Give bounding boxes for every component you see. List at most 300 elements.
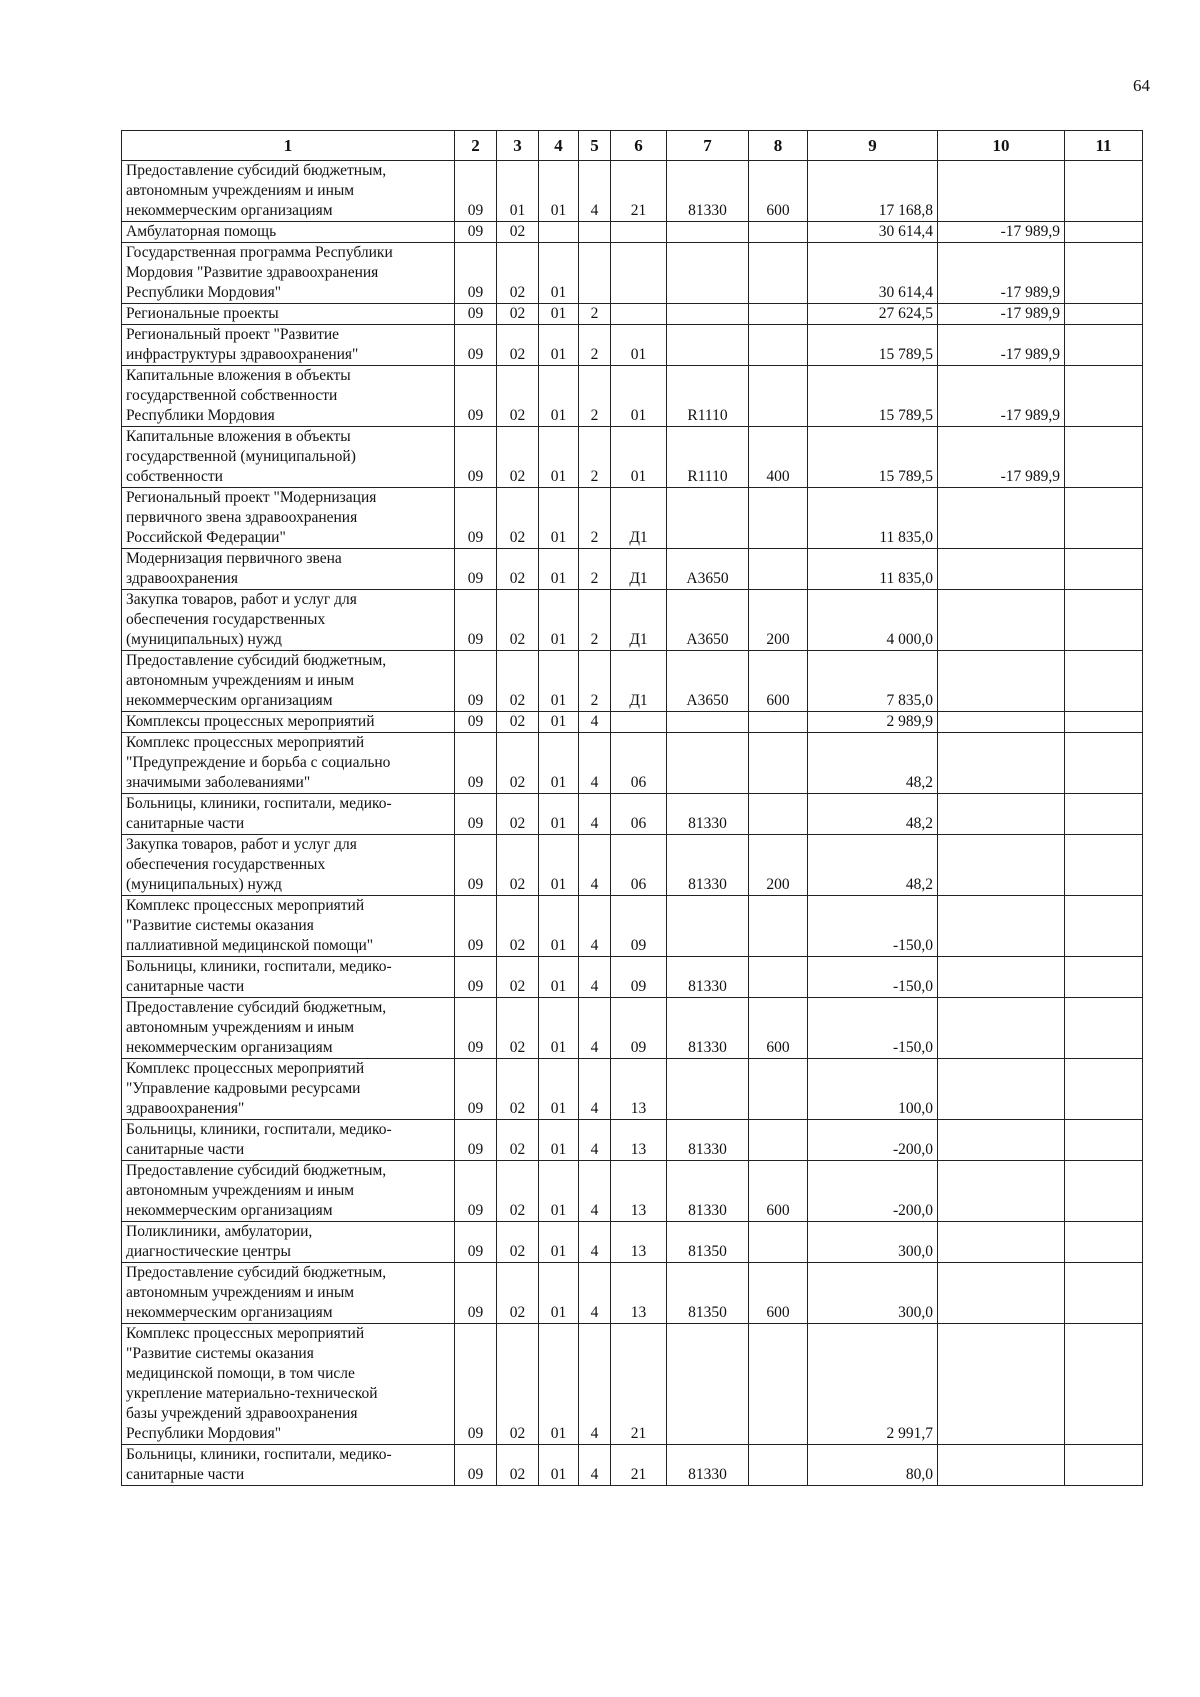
section-code-cell: 09 [455,1120,497,1161]
structure-code-cell: Д1 [611,488,667,549]
table-row [122,488,1143,549]
amount-cell [938,957,1065,998]
table-row [122,427,1143,488]
subsection-code-cell: 02 [497,794,539,835]
section-code-cell: 09 [455,1324,497,1445]
amount-cell [938,549,1065,590]
program-code-cell: 01 [539,488,579,549]
amount-cell: 2 989,9 [808,712,938,733]
section-code-cell: 09 [455,896,497,957]
direction-code-cell [667,488,749,549]
row-name-cell: Капитальные вложения в объекты государственной (муниципальной) собственности [122,427,455,488]
amount-cell [1065,957,1143,998]
program-type-cell: 4 [579,1324,611,1445]
column-header-1: 1 [122,131,455,161]
amount-cell: 48,2 [808,733,938,794]
program-code-cell: 01 [539,712,579,733]
program-code-cell: 01 [539,590,579,651]
amount-cell [1065,651,1143,712]
direction-code-cell [667,243,749,304]
direction-code-cell [667,1324,749,1445]
amount-cell: 27 624,5 [808,304,938,325]
amount-cell [1065,243,1143,304]
program-type-cell: 4 [579,1161,611,1222]
page-number: 64 [1133,76,1150,95]
section-code-cell: 09 [455,835,497,896]
direction-code-cell [667,733,749,794]
program-code-cell: 01 [539,366,579,427]
direction-code-cell: 81330 [667,998,749,1059]
row-name-cell: Комплекс процессных мероприятий "Управление кадровыми ресурсами здравоохранения" [122,1059,455,1120]
table-body [122,161,1143,1486]
program-type-cell: 4 [579,1120,611,1161]
amount-cell [1065,712,1143,733]
program-type-cell: 4 [579,1445,611,1486]
structure-code-cell: 21 [611,161,667,222]
table-row [122,712,1143,733]
expense-type-cell [749,243,808,304]
direction-code-cell: 81330 [667,835,749,896]
table-header [122,131,1143,161]
table-row [122,1324,1143,1445]
expense-type-cell [749,1059,808,1120]
direction-code-cell: 81330 [667,161,749,222]
section-code-cell: 09 [455,957,497,998]
direction-code-cell: 81350 [667,1263,749,1324]
row-name-cell: Региональный проект "Развитие инфраструктуры здравоохранения" [122,325,455,366]
amount-cell [1065,549,1143,590]
column-header-8: 8 [749,131,808,161]
amount-cell: 80,0 [808,1445,938,1486]
structure-code-cell: 06 [611,794,667,835]
structure-code-cell: 13 [611,1120,667,1161]
program-code-cell: 01 [539,325,579,366]
table-row [122,1120,1143,1161]
section-code-cell: 09 [455,1445,497,1486]
row-name-cell: Региональный проект "Модернизация первичного звена здравоохранения Российской Федерации" [122,488,455,549]
amount-cell [938,1161,1065,1222]
amount-cell [938,835,1065,896]
structure-code-cell: 13 [611,1263,667,1324]
program-code-cell: 01 [539,1120,579,1161]
row-name-cell: Капитальные вложения в объекты государственной собственности Республики Мордовия [122,366,455,427]
row-name-cell: Модернизация первичного звена здравоохранения [122,549,455,590]
expense-type-cell [749,1222,808,1263]
amount-cell [938,712,1065,733]
row-name-cell: Больницы, клиники, госпитали, медико- санитарные части [122,1445,455,1486]
row-name-cell: Закупка товаров, работ и услуг для обеспечения государственных (муниципальных) нужд [122,590,455,651]
structure-code-cell: 09 [611,896,667,957]
expense-type-cell [749,366,808,427]
direction-code-cell: А3650 [667,590,749,651]
table-row [122,998,1143,1059]
direction-code-cell [667,712,749,733]
direction-code-cell: 81330 [667,957,749,998]
amount-cell: 11 835,0 [808,488,938,549]
program-type-cell: 4 [579,794,611,835]
program-code-cell: 01 [539,733,579,794]
expense-type-cell [749,896,808,957]
program-code-cell: 01 [539,161,579,222]
amount-cell [1065,222,1143,243]
structure-code-cell: 01 [611,366,667,427]
section-code-cell: 09 [455,794,497,835]
program-code-cell: 01 [539,1324,579,1445]
direction-code-cell [667,304,749,325]
row-name-cell: Комплекс процессных мероприятий "Предупреждение и борьба с социально значимыми заболеваниями" [122,733,455,794]
expense-type-cell: 600 [749,651,808,712]
section-code-cell: 09 [455,998,497,1059]
program-code-cell: 01 [539,1263,579,1324]
row-name-cell: Комплексы процессных мероприятий [122,712,455,733]
row-name-cell: Больницы, клиники, госпитали, медико- санитарные части [122,794,455,835]
program-code-cell: 01 [539,427,579,488]
section-code-cell: 09 [455,427,497,488]
section-code-cell: 09 [455,161,497,222]
amount-cell: -150,0 [808,998,938,1059]
amount-cell [938,733,1065,794]
expense-type-cell [749,488,808,549]
program-type-cell: 2 [579,488,611,549]
program-type-cell [579,243,611,304]
subsection-code-cell: 02 [497,1222,539,1263]
subsection-code-cell: 02 [497,427,539,488]
subsection-code-cell: 02 [497,222,539,243]
amount-cell [1065,733,1143,794]
row-name-cell: Предоставление субсидий бюджетным, автономным учреждениям и иным некоммерческим организациям [122,1263,455,1324]
amount-cell: 300,0 [808,1263,938,1324]
subsection-code-cell: 01 [497,161,539,222]
amount-cell [1065,1120,1143,1161]
structure-code-cell: 13 [611,1161,667,1222]
amount-cell: 4 000,0 [808,590,938,651]
amount-cell [1065,366,1143,427]
amount-cell: 11 835,0 [808,549,938,590]
program-type-cell: 4 [579,712,611,733]
amount-cell: -150,0 [808,957,938,998]
expense-type-cell [749,325,808,366]
expense-type-cell [749,304,808,325]
expense-type-cell [749,794,808,835]
subsection-code-cell: 02 [497,325,539,366]
amount-cell: 15 789,5 [808,427,938,488]
amount-cell: 15 789,5 [808,325,938,366]
direction-code-cell [667,222,749,243]
row-name-cell: Больницы, клиники, госпитали, медико- санитарные части [122,1120,455,1161]
amount-cell [938,1059,1065,1120]
amount-cell: 15 789,5 [808,366,938,427]
amount-cell [1065,835,1143,896]
program-type-cell: 4 [579,1059,611,1120]
column-header-10: 10 [938,131,1065,161]
expense-type-cell: 600 [749,1161,808,1222]
program-type-cell [579,222,611,243]
structure-code-cell: 09 [611,998,667,1059]
program-code-cell: 01 [539,651,579,712]
section-code-cell: 09 [455,243,497,304]
program-type-cell: 4 [579,161,611,222]
structure-code-cell: 01 [611,325,667,366]
row-name-cell: Закупка товаров, работ и услуг для обеспечения государственных (муниципальных) нужд [122,835,455,896]
column-header-7: 7 [667,131,749,161]
direction-code-cell [667,1059,749,1120]
table-row [122,222,1143,243]
row-name-cell: Предоставление субсидий бюджетным, автономным учреждениям и иным некоммерческим организациям [122,651,455,712]
column-header-2: 2 [455,131,497,161]
program-type-cell: 2 [579,366,611,427]
structure-code-cell [611,243,667,304]
program-code-cell: 01 [539,998,579,1059]
direction-code-cell: 81330 [667,794,749,835]
amount-cell [1065,896,1143,957]
program-type-cell: 4 [579,896,611,957]
amount-cell [1065,325,1143,366]
amount-cell: -17 989,9 [938,243,1065,304]
amount-cell: -17 989,9 [938,222,1065,243]
program-code-cell: 01 [539,1059,579,1120]
column-header-11: 11 [1065,131,1143,161]
subsection-code-cell: 02 [497,366,539,427]
subsection-code-cell: 02 [497,488,539,549]
table-row [122,1445,1143,1486]
program-code-cell: 01 [539,896,579,957]
program-code-cell: 01 [539,549,579,590]
subsection-code-cell: 02 [497,549,539,590]
structure-code-cell [611,712,667,733]
program-type-cell: 4 [579,1222,611,1263]
amount-cell: 30 614,4 [808,243,938,304]
table-row [122,243,1143,304]
table-row [122,549,1143,590]
section-code-cell: 09 [455,590,497,651]
direction-code-cell: А3650 [667,651,749,712]
section-code-cell: 09 [455,366,497,427]
amount-cell [1065,1324,1143,1445]
program-code-cell: 01 [539,1445,579,1486]
subsection-code-cell: 02 [497,896,539,957]
table-row [122,957,1143,998]
direction-code-cell [667,896,749,957]
expense-type-cell [749,957,808,998]
direction-code-cell: А3650 [667,549,749,590]
direction-code-cell [667,325,749,366]
table-row [122,1222,1143,1263]
header-row [122,131,1143,161]
table-row [122,366,1143,427]
structure-code-cell [611,304,667,325]
amount-cell: -200,0 [808,1120,938,1161]
subsection-code-cell: 02 [497,957,539,998]
section-code-cell: 09 [455,304,497,325]
section-code-cell: 09 [455,1059,497,1120]
section-code-cell: 09 [455,222,497,243]
amount-cell: 100,0 [808,1059,938,1120]
amount-cell: -17 989,9 [938,366,1065,427]
program-type-cell: 4 [579,1263,611,1324]
table-row [122,304,1143,325]
row-name-cell: Амбулаторная помощь [122,222,455,243]
row-name-cell: Больницы, клиники, госпитали, медико- санитарные части [122,957,455,998]
amount-cell [938,1120,1065,1161]
amount-cell: 17 168,8 [808,161,938,222]
amount-cell [1065,590,1143,651]
section-code-cell: 09 [455,1161,497,1222]
direction-code-cell: 81330 [667,1120,749,1161]
subsection-code-cell: 02 [497,651,539,712]
subsection-code-cell: 02 [497,1445,539,1486]
expense-type-cell: 600 [749,161,808,222]
amount-cell [1065,488,1143,549]
program-code-cell [539,222,579,243]
row-name-cell: Региональные проекты [122,304,455,325]
program-code-cell: 01 [539,243,579,304]
section-code-cell: 09 [455,488,497,549]
row-name-cell: Предоставление субсидий бюджетным, автономным учреждениям и иным некоммерческим организациям [122,161,455,222]
amount-cell: -17 989,9 [938,427,1065,488]
program-type-cell: 4 [579,957,611,998]
amount-cell [938,1263,1065,1324]
direction-code-cell: 81330 [667,1445,749,1486]
direction-code-cell: R1110 [667,427,749,488]
program-code-cell: 01 [539,1222,579,1263]
row-name-cell: Комплекс процессных мероприятий "Развитие системы оказания паллиативной медицинской помощи" [122,896,455,957]
expense-type-cell: 600 [749,998,808,1059]
row-name-cell: Предоставление субсидий бюджетным, автономным учреждениям и иным некоммерческим организациям [122,1161,455,1222]
column-header-9: 9 [808,131,938,161]
amount-cell: -17 989,9 [938,304,1065,325]
subsection-code-cell: 02 [497,1059,539,1120]
subsection-code-cell: 02 [497,1263,539,1324]
row-name-cell: Государственная программа Республики Мордовия "Развитие здравоохранения Республики Мордовия" [122,243,455,304]
amount-cell [938,1445,1065,1486]
program-type-cell: 2 [579,427,611,488]
amount-cell [1065,1263,1143,1324]
amount-cell: 300,0 [808,1222,938,1263]
table-row [122,1263,1143,1324]
program-code-cell: 01 [539,304,579,325]
row-name-cell: Предоставление субсидий бюджетным, автономным учреждениям и иным некоммерческим организациям [122,998,455,1059]
table-row [122,1161,1143,1222]
amount-cell: 48,2 [808,794,938,835]
amount-cell: 48,2 [808,835,938,896]
structure-code-cell: 21 [611,1445,667,1486]
structure-code-cell: Д1 [611,590,667,651]
expense-type-cell: 600 [749,1263,808,1324]
section-code-cell: 09 [455,1222,497,1263]
row-name-cell: Комплекс процессных мероприятий "Развитие системы оказания медицинской помощи, в том числе укрепление материально-технической базы учреждений здравоохранения Республики Мордовия" [122,1324,455,1445]
amount-cell [938,651,1065,712]
amount-cell: 2 991,7 [808,1324,938,1445]
amount-cell [938,590,1065,651]
table-row [122,161,1143,222]
section-code-cell: 09 [455,1263,497,1324]
program-type-cell: 2 [579,590,611,651]
subsection-code-cell: 02 [497,998,539,1059]
section-code-cell: 09 [455,325,497,366]
direction-code-cell: 81350 [667,1222,749,1263]
program-code-cell: 01 [539,1161,579,1222]
program-code-cell: 01 [539,835,579,896]
amount-cell: 7 835,0 [808,651,938,712]
column-header-4: 4 [539,131,579,161]
column-header-6: 6 [611,131,667,161]
table-row [122,590,1143,651]
amount-cell [938,794,1065,835]
subsection-code-cell: 02 [497,1324,539,1445]
subsection-code-cell: 02 [497,712,539,733]
amount-cell [1065,1059,1143,1120]
program-type-cell: 2 [579,549,611,590]
amount-cell [938,488,1065,549]
subsection-code-cell: 02 [497,1120,539,1161]
expense-type-cell [749,222,808,243]
subsection-code-cell: 02 [497,1161,539,1222]
structure-code-cell: 09 [611,957,667,998]
amount-cell: -150,0 [808,896,938,957]
expense-type-cell: 200 [749,590,808,651]
section-code-cell: 09 [455,651,497,712]
program-code-cell: 01 [539,794,579,835]
amount-cell [938,998,1065,1059]
table-row [122,896,1143,957]
amount-cell [938,1222,1065,1263]
structure-code-cell: 21 [611,1324,667,1445]
program-type-cell: 4 [579,733,611,794]
expense-type-cell [749,549,808,590]
expense-type-cell [749,1324,808,1445]
amount-cell [1065,1445,1143,1486]
table-row [122,733,1143,794]
amount-cell [1065,427,1143,488]
expense-type-cell [749,712,808,733]
amount-cell [1065,161,1143,222]
subsection-code-cell: 02 [497,835,539,896]
program-type-cell: 4 [579,835,611,896]
table-row [122,794,1143,835]
subsection-code-cell: 02 [497,304,539,325]
subsection-code-cell: 02 [497,733,539,794]
amount-cell: -17 989,9 [938,325,1065,366]
row-name-cell: Поликлиники, амбулатории, диагностические центры [122,1222,455,1263]
expense-type-cell: 200 [749,835,808,896]
amount-cell [1065,998,1143,1059]
structure-code-cell: 13 [611,1222,667,1263]
table-row [122,835,1143,896]
structure-code-cell: Д1 [611,549,667,590]
expense-type-cell: 400 [749,427,808,488]
direction-code-cell: 81330 [667,1161,749,1222]
amount-cell: 30 614,4 [808,222,938,243]
amount-cell [1065,1222,1143,1263]
structure-code-cell: 13 [611,1059,667,1120]
amount-cell [938,1324,1065,1445]
section-code-cell: 09 [455,712,497,733]
section-code-cell: 09 [455,733,497,794]
structure-code-cell: 01 [611,427,667,488]
direction-code-cell: R1110 [667,366,749,427]
program-type-cell: 2 [579,651,611,712]
table-row [122,325,1143,366]
subsection-code-cell: 02 [497,590,539,651]
structure-code-cell [611,222,667,243]
column-header-5: 5 [579,131,611,161]
budget-table [121,130,1143,1486]
structure-code-cell: 06 [611,835,667,896]
structure-code-cell: 06 [611,733,667,794]
amount-cell [938,896,1065,957]
amount-cell [1065,1161,1143,1222]
section-code-cell: 09 [455,549,497,590]
